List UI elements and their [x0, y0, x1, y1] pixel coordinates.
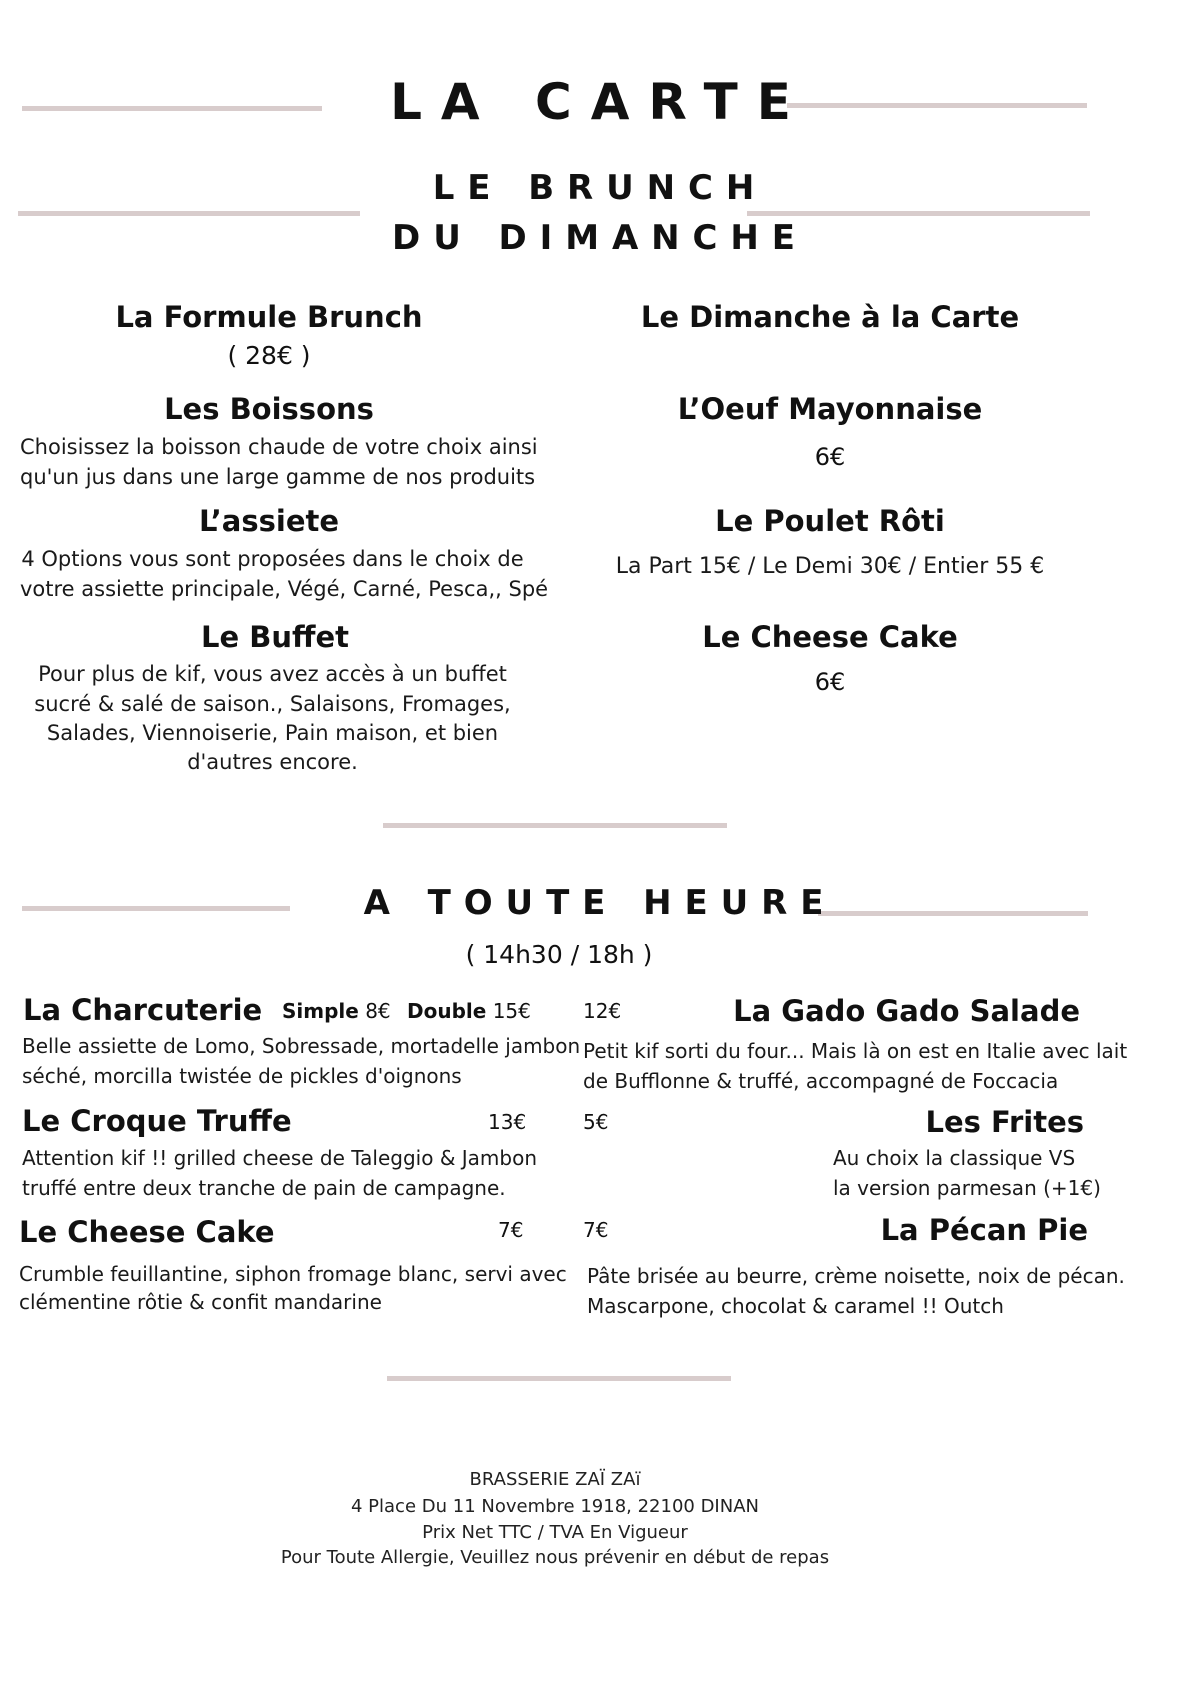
brunch-title-line1: LE BRUNCH: [432, 168, 768, 208]
gado-gado-title: La Gado Gado Salade: [733, 994, 1080, 1028]
buffet-desc-line2: sucré & salé de saison., Salaisons, Fromages,: [34, 692, 511, 716]
boissons-title: Les Boissons: [164, 392, 374, 426]
dimanche-carte-title: Le Dimanche à la Carte: [640, 300, 1020, 334]
assiete-desc-line2: votre assiette principale, Végé, Carné, Pesca,, Spé: [20, 577, 549, 601]
formule-price: ( 28€ ): [227, 341, 311, 370]
footer-brasserie-name: BRASSERIE ZAÏ ZAï: [469, 1469, 641, 1490]
footer-address: 4 Place Du 11 Novembre 1918, 22100 DINAN: [351, 1496, 759, 1517]
oeuf-price: 6€: [814, 443, 846, 471]
cheesecake-sunday-price: 6€: [814, 668, 846, 696]
frites-price: 5€: [583, 1110, 609, 1134]
croque-truffe-desc-line1: Attention kif !! grilled cheese de Taleggio & Jambon: [22, 1146, 538, 1170]
boissons-desc-line1: Choisissez la boisson chaude de votre choix ainsi: [20, 435, 538, 459]
boissons-desc-line2: qu'un jus dans une large gamme de nos produits: [20, 465, 536, 489]
cheesecake-price: 7€: [498, 1218, 524, 1242]
pecan-pie-desc-line1: Pâte brisée au beurre, crème noisette, noix de pécan.: [587, 1264, 1125, 1288]
brunch-rule-right: [747, 211, 1090, 216]
charcuterie-double-price: 15€: [492, 999, 531, 1023]
toute-heure-title: A TOUTE HEURE: [363, 883, 837, 923]
bottom-divider: [387, 1376, 731, 1381]
buffet-desc-line1: Pour plus de kif, vous avez accès à un buffet: [38, 662, 507, 686]
cheesecake-sunday-title: Le Cheese Cake: [702, 620, 958, 654]
footer-allergy-note: Pour Toute Allergie, Veuillez nous prévenir en début de repas: [280, 1547, 830, 1568]
toute-heure-hours: ( 14h30 / 18h ): [465, 940, 653, 969]
frites-desc-line2: la version parmesan (+1€): [833, 1176, 1101, 1200]
pecan-pie-price: 7€: [583, 1218, 609, 1242]
charcuterie-prices: [282, 999, 531, 1023]
gado-gado-desc-line1: Petit kif sorti du four... Mais là on est en Italie avec lait: [583, 1039, 1128, 1063]
charcuterie-simple-price: 8€: [365, 999, 391, 1023]
formule-title: La Formule Brunch: [115, 300, 423, 334]
charcuterie-title: La Charcuterie: [23, 993, 263, 1027]
brunch-title-line2: DU DIMANCHE: [392, 218, 808, 258]
croque-truffe-price: 13€: [488, 1110, 527, 1134]
charcuterie-desc-line2: séché, morcilla twistée de pickles d'oignons: [22, 1064, 462, 1088]
section-divider: [383, 823, 727, 828]
cheesecake-desc-line1: Crumble feuillantine, siphon fromage blanc, servi avec: [19, 1262, 567, 1286]
charcuterie-double-label: Double: [407, 999, 487, 1023]
pecan-pie-title: La Pécan Pie: [880, 1213, 1088, 1247]
footer-tax-note: Prix Net TTC / TVA En Vigueur: [422, 1522, 688, 1543]
charcuterie-simple-label: Simple: [282, 999, 359, 1023]
poulet-title: Le Poulet Rôti: [715, 504, 945, 538]
cheesecake-title: Le Cheese Cake: [19, 1215, 275, 1249]
cheesecake-desc-line2: clémentine rôtie & confit mandarine: [19, 1290, 382, 1314]
assiete-desc-line1: 4 Options vous sont proposées dans le choix de: [21, 547, 524, 571]
frites-title: Les Frites: [925, 1105, 1084, 1139]
poulet-prices: La Part 15€ / Le Demi 30€ / Entier 55 €: [615, 554, 1045, 579]
buffet-desc-line4: d'autres encore.: [187, 750, 358, 774]
frites-desc-line1: Au choix la classique VS: [833, 1146, 1076, 1170]
pecan-pie-desc-line2: Mascarpone, chocolat & caramel !! Outch: [587, 1294, 1004, 1318]
brunch-rule-left: [18, 211, 360, 216]
page-title: LA CARTE: [390, 73, 810, 131]
oeuf-title: L’Oeuf Mayonnaise: [677, 392, 983, 426]
buffet-desc-line3: Salades, Viennoiserie, Pain maison, et bien: [46, 721, 499, 745]
buffet-title: Le Buffet: [200, 620, 350, 654]
charcuterie-desc-line1: Belle assiette de Lomo, Sobressade, mortadelle jambon: [22, 1034, 581, 1058]
croque-truffe-desc-line2: truffé entre deux tranche de pain de campagne.: [22, 1176, 506, 1200]
croque-truffe-title: Le Croque Truffe: [22, 1104, 292, 1138]
gado-gado-desc-line2: de Bufflonne & truffé, accompagné de Foccacia: [583, 1069, 1059, 1093]
assiete-title: L’assiete: [198, 504, 340, 538]
gado-gado-price: 12€: [583, 999, 622, 1023]
